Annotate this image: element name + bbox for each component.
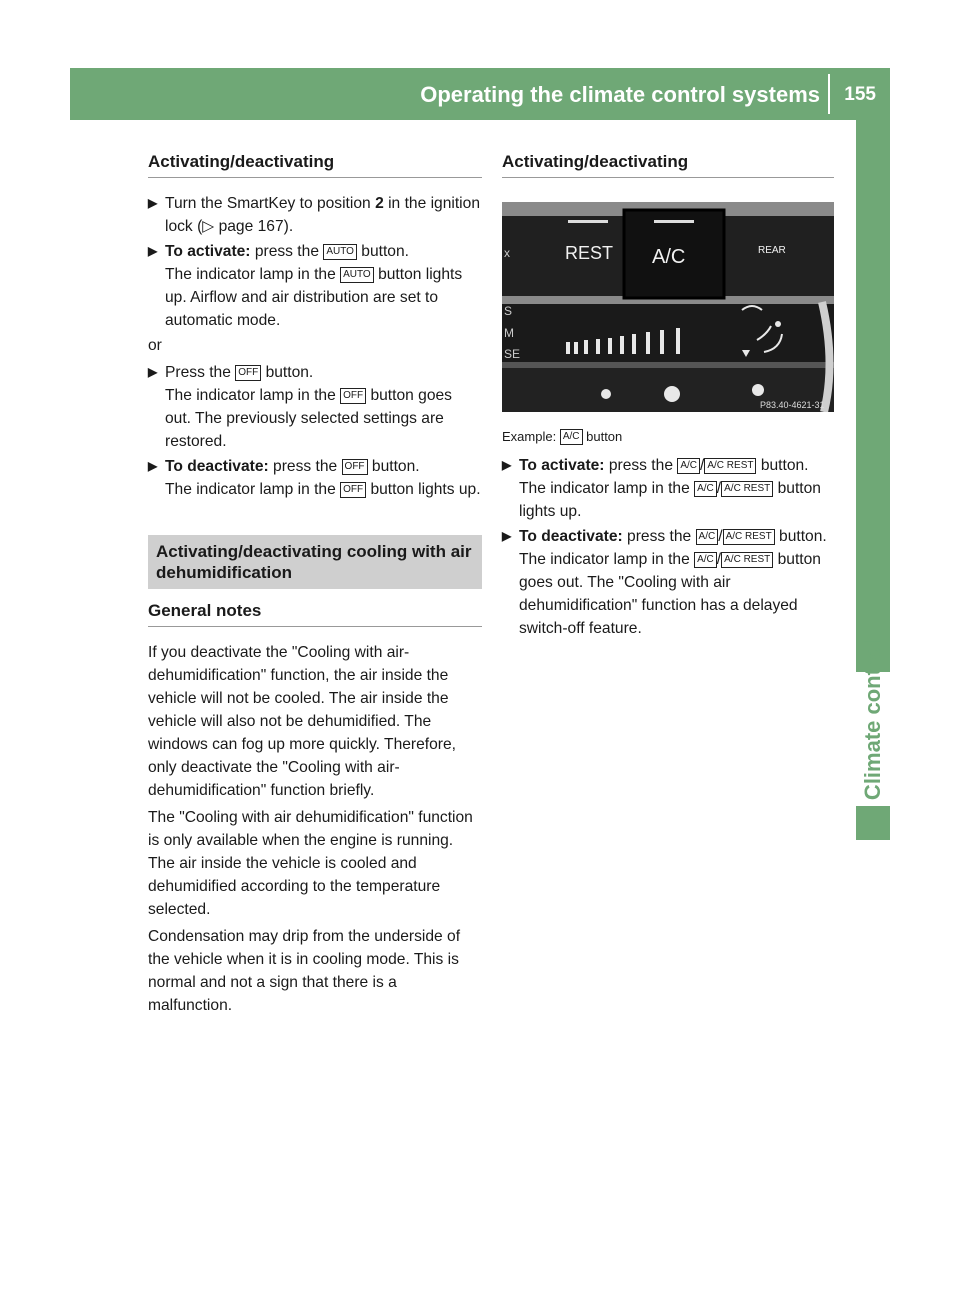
ac-rest-button-symbol: A/C REST (721, 552, 773, 568)
step-lead: To activate: (519, 457, 605, 474)
paragraph: Condensation may drip from the underside of the vehicle when it is in cooling mode. This is normal and not a sign that there is a malfunction. (148, 928, 461, 1014)
step-detail: button lights up. (519, 480, 821, 520)
edge-label: M (504, 326, 514, 340)
header-divider (828, 74, 830, 114)
step-detail: button goes out. The previously selected settings are restored. (165, 387, 452, 450)
instruction-step (148, 240, 482, 332)
step-detail: button lights up. (370, 481, 481, 498)
step-text: button. (760, 457, 809, 474)
rear-label: REAR (758, 245, 786, 256)
slash: / (716, 480, 722, 497)
instruction-step (148, 192, 482, 238)
left-column (148, 150, 482, 1021)
side-tab-label: Climate control (860, 639, 885, 801)
step-text: button. (779, 528, 827, 545)
paragraph: If you deactivate the "Cooling with air-dehumidification" function, the air inside the vehicle will not be cooled. The air inside the vehicle will also not be dehumidified. The windows can fog up more quickly. Therefore, only deactivate the "Cooling with air-dehumidification" function briefly. (148, 644, 456, 799)
instruction-step (502, 454, 834, 523)
section-title: Activating/deactivating cooling with air dehumidification (148, 535, 482, 589)
step-arrow-icon: ▶ (148, 365, 158, 379)
photo-code: P83.40-4621-31 (760, 400, 825, 410)
ac-label: A/C (652, 246, 686, 268)
right-heading: Activating/deactivating (502, 150, 834, 178)
ac-button-symbol: A/C (677, 458, 700, 474)
off-button-symbol: OFF (235, 365, 261, 381)
step-lead: To deactivate: (165, 458, 269, 475)
paragraph: The "Cooling with air dehumidification" function is only available when the engine is running. The air inside the vehicle is cooled and dehumidified according to the temperature selected. (148, 809, 473, 918)
ac-button-symbol: A/C (560, 429, 583, 445)
step-detail: The indicator lamp in the (519, 480, 690, 497)
ac-rest-button-symbol: A/C REST (721, 481, 773, 497)
page-header (70, 68, 890, 120)
step-arrow-icon: ▶ (502, 458, 512, 472)
off-button-symbol: OFF (340, 482, 366, 498)
step-lead: To activate: (165, 243, 251, 260)
general-notes-heading: General notes (148, 599, 482, 627)
step-text: Turn the SmartKey to position (165, 195, 371, 212)
off-button-symbol: OFF (340, 388, 366, 404)
ac-button-symbol: A/C (694, 481, 717, 497)
rest-label: REST (565, 243, 614, 263)
edge-label: S (504, 304, 513, 318)
step-arrow-icon: ▶ (148, 244, 158, 258)
ac-rest-button-symbol: A/C REST (723, 529, 775, 545)
slash: / (718, 528, 723, 545)
caption-text: button (586, 429, 623, 444)
auto-button-symbol: AUTO (340, 267, 374, 283)
instruction-step (148, 455, 482, 501)
step-text: press the (608, 457, 673, 474)
step-detail: The indicator lamp in the (519, 551, 690, 568)
step-text: press the (627, 528, 692, 545)
off-button-symbol: OFF (342, 459, 368, 475)
photo-caption (502, 425, 834, 448)
edge-label: SE (504, 347, 521, 361)
step-detail: The indicator lamp in the (165, 481, 336, 498)
step-detail: button lights up. Airflow and air distribution are set to automatic mode. (165, 266, 463, 329)
side-square (856, 806, 890, 840)
instruction-step (148, 361, 482, 453)
slash: / (700, 457, 705, 474)
page-number: 155 (844, 84, 876, 105)
step-text: press the (254, 243, 319, 260)
step-text: in the ignition lock (▷ page 167). (165, 195, 480, 235)
ac-button-symbol: A/C (694, 552, 717, 568)
step-detail: The indicator lamp in the (165, 387, 336, 404)
climate-panel-photo (502, 202, 834, 412)
side-tab (856, 120, 890, 672)
header-title: Operating the climate control systems (420, 82, 820, 107)
caption-text: Example: (502, 429, 557, 444)
slash: / (716, 551, 722, 568)
step-arrow-icon: ▶ (148, 196, 158, 210)
key-position: 2 (375, 195, 384, 212)
step-text: Press the (165, 364, 231, 381)
step-text: button. (265, 364, 314, 381)
left-heading: Activating/deactivating (148, 150, 482, 178)
step-arrow-icon: ▶ (502, 529, 512, 543)
step-text: button. (371, 458, 420, 475)
step-text: press the (273, 458, 338, 475)
right-column (502, 150, 834, 642)
step-text: button. (361, 243, 409, 260)
auto-button-symbol: AUTO (323, 244, 357, 260)
step-arrow-icon: ▶ (148, 459, 158, 473)
ac-button-symbol: A/C (696, 529, 719, 545)
instruction-step (502, 525, 834, 640)
step-detail: button goes out. The "Cooling with air dehumidification" function has a delayed switch-off feature. (519, 551, 821, 637)
ac-rest-button-symbol: A/C REST (704, 458, 756, 474)
step-detail: The indicator lamp in the (165, 266, 336, 283)
or-text: or (148, 337, 162, 354)
edge-label: x (504, 246, 510, 260)
step-lead: To deactivate: (519, 528, 623, 545)
